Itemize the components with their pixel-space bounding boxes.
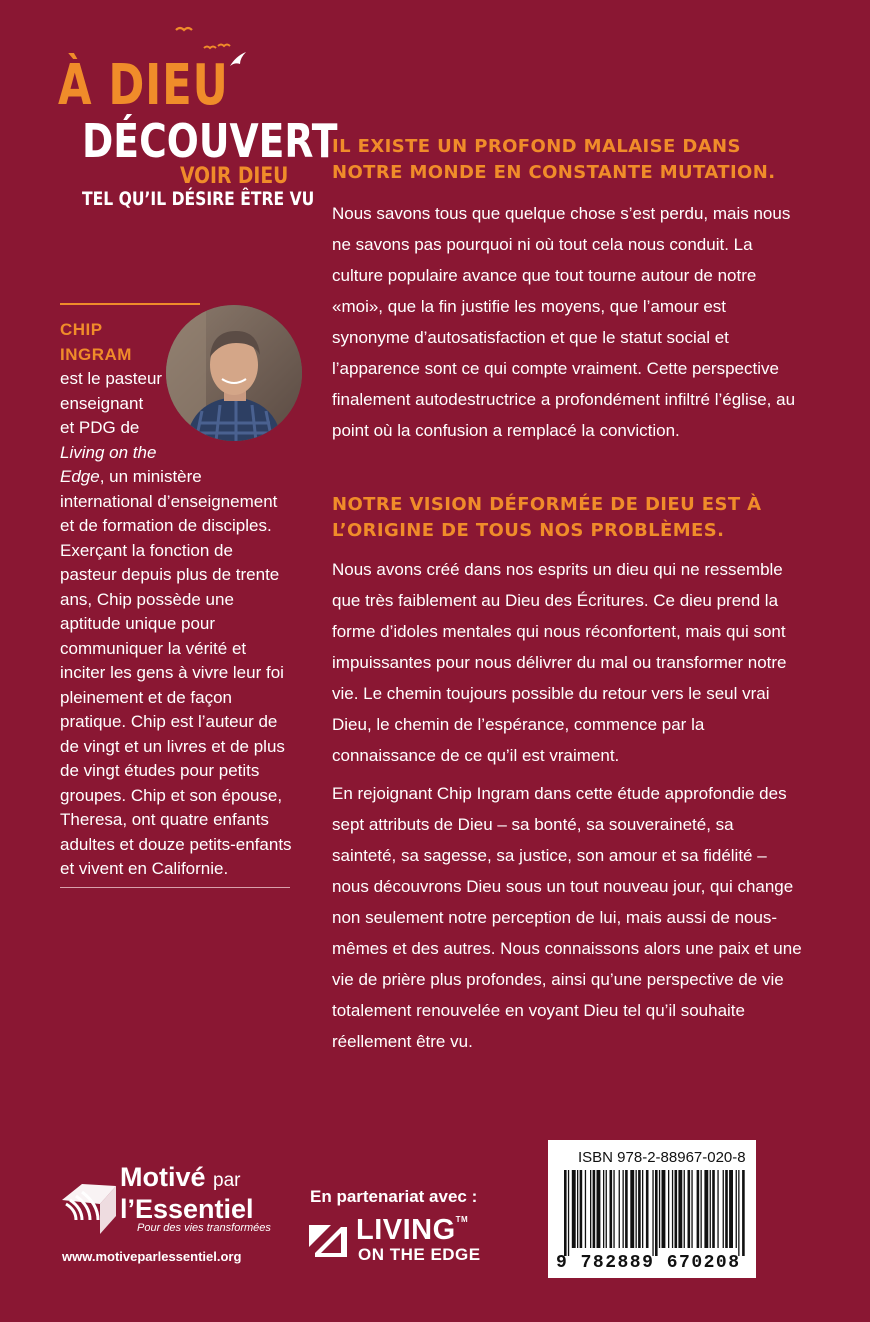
subtitle-line-2: TEL QU’IL DÉSIRE ÊTRE VU	[82, 188, 315, 210]
bio-text: , un ministère international d’enseignement et de formation de disciples. Exerçant la fonction de pasteur depuis plus de trente ans, Chip possède une aptitude unique pour communiquer la vérité et inciter les gens à vivre leur foi pleinement et de façon pratique. Chip est l’auteur de de vingt et un livres et de plus de vingt études pour petits groupes. Chip et son épouse, Theresa, ont quatre enfants adultes et douze petits-enfants et vivent en Californie.	[60, 467, 292, 878]
barcode-digits: 9 782889 670208	[556, 1253, 741, 1273]
subtitle-line-1: VOIR DIEU	[180, 164, 289, 189]
publisher-url: www.motiveparlessentiel.org	[62, 1249, 242, 1264]
publisher-tagline: Pour des vies transformées	[137, 1222, 271, 1234]
barcode-icon	[562, 1170, 746, 1256]
living-on-the-edge-logo-icon	[305, 1215, 351, 1263]
section-heading-2: NOTRE VISION DÉFORMÉE DE DIEU EST À L’ORIGINE DE TOUS NOS PROBLÈMES.	[332, 494, 762, 541]
section-heading-1: IL EXISTE UN PROFOND MALAISE DANS NOTRE MONDE EN CONSTANTE MUTATION.	[332, 136, 776, 183]
author-name: CHIP INGRAM	[60, 320, 132, 364]
partner-label: En partenariat avec :	[310, 1187, 478, 1206]
ministry-name-cont: Edge	[60, 467, 100, 486]
bio-line: est le pasteur	[60, 369, 163, 388]
divider	[60, 887, 290, 888]
paragraph-3: En rejoignant Chip Ingram dans cette étude approfondie des sept attributs de Dieu – sa bonté, sa souveraineté, sa sainteté, sa sagesse, sa justice, son amour et sa fidélité – nous découvrons Dieu sous un tout nouveau jour, qui change non seulement notre perception de lui, mais aussi de nous-mêmes et des autres. Nous connaissons alors une paix et une vie de prière plus profondes, ainsi qu’une perspective de vie totalement renouvelée en voyant Dieu tel qu’il souhaite réellement être vu.	[332, 784, 802, 1051]
publisher-name	[120, 1163, 254, 1223]
paragraph-1: Nous savons tous que quelque chose s’est perdu, mais nous ne savons pas pourquoi ni où tout cela nous conduit. La culture populaire avance que tout tourne autour de notre «moi», que la fin justifie les moyens, que l’amour est synonyme d’autosatisfaction et que le statut social et l’apparence sont ce qui compte vraiment. Cette perspective finalement autodestructrice a profondément infiltré l’église, au point où la confusion a remplacé la conviction.	[332, 204, 796, 440]
publisher-name-par: par	[213, 1170, 241, 1191]
partner-logo-word	[356, 1216, 468, 1245]
isbn-label: ISBN 978-2-88967-020-8	[578, 1149, 746, 1166]
partner-logo-sub: ON THE EDGE	[358, 1245, 481, 1264]
portrait-wrap-space	[160, 318, 294, 441]
divider	[60, 303, 200, 305]
author-bio	[60, 318, 294, 882]
publisher-name-main: Motivé	[120, 1162, 206, 1192]
partner-logo-living: LIVING	[356, 1214, 456, 1246]
title-line-1: À DIEU	[58, 53, 229, 118]
publisher-name-line2: l’Essentiel	[120, 1194, 254, 1224]
title-line-2: DÉCOUVERT	[82, 114, 338, 168]
bio-line: enseignant	[60, 393, 144, 413]
bio-line: et PDG de	[60, 418, 140, 437]
paragraph-2: Nous avons créé dans nos esprits un dieu qui ne ressemble que très faiblement au Dieu des Écritures. Ce dieu prend la forme d’idoles mentales qui nous réconfortent, mais qui sont impuissantes pour nous délivrer du mal ou transformer notre vie. Le chemin toujours possible du retour vers le seul vrai Dieu, le chemin de l’espérance, commence par la connaissance de ce qu’il est vraiment.	[332, 560, 787, 765]
ministry-name: Living on the	[60, 442, 157, 462]
partner-logo-tm: TM	[455, 1215, 469, 1224]
